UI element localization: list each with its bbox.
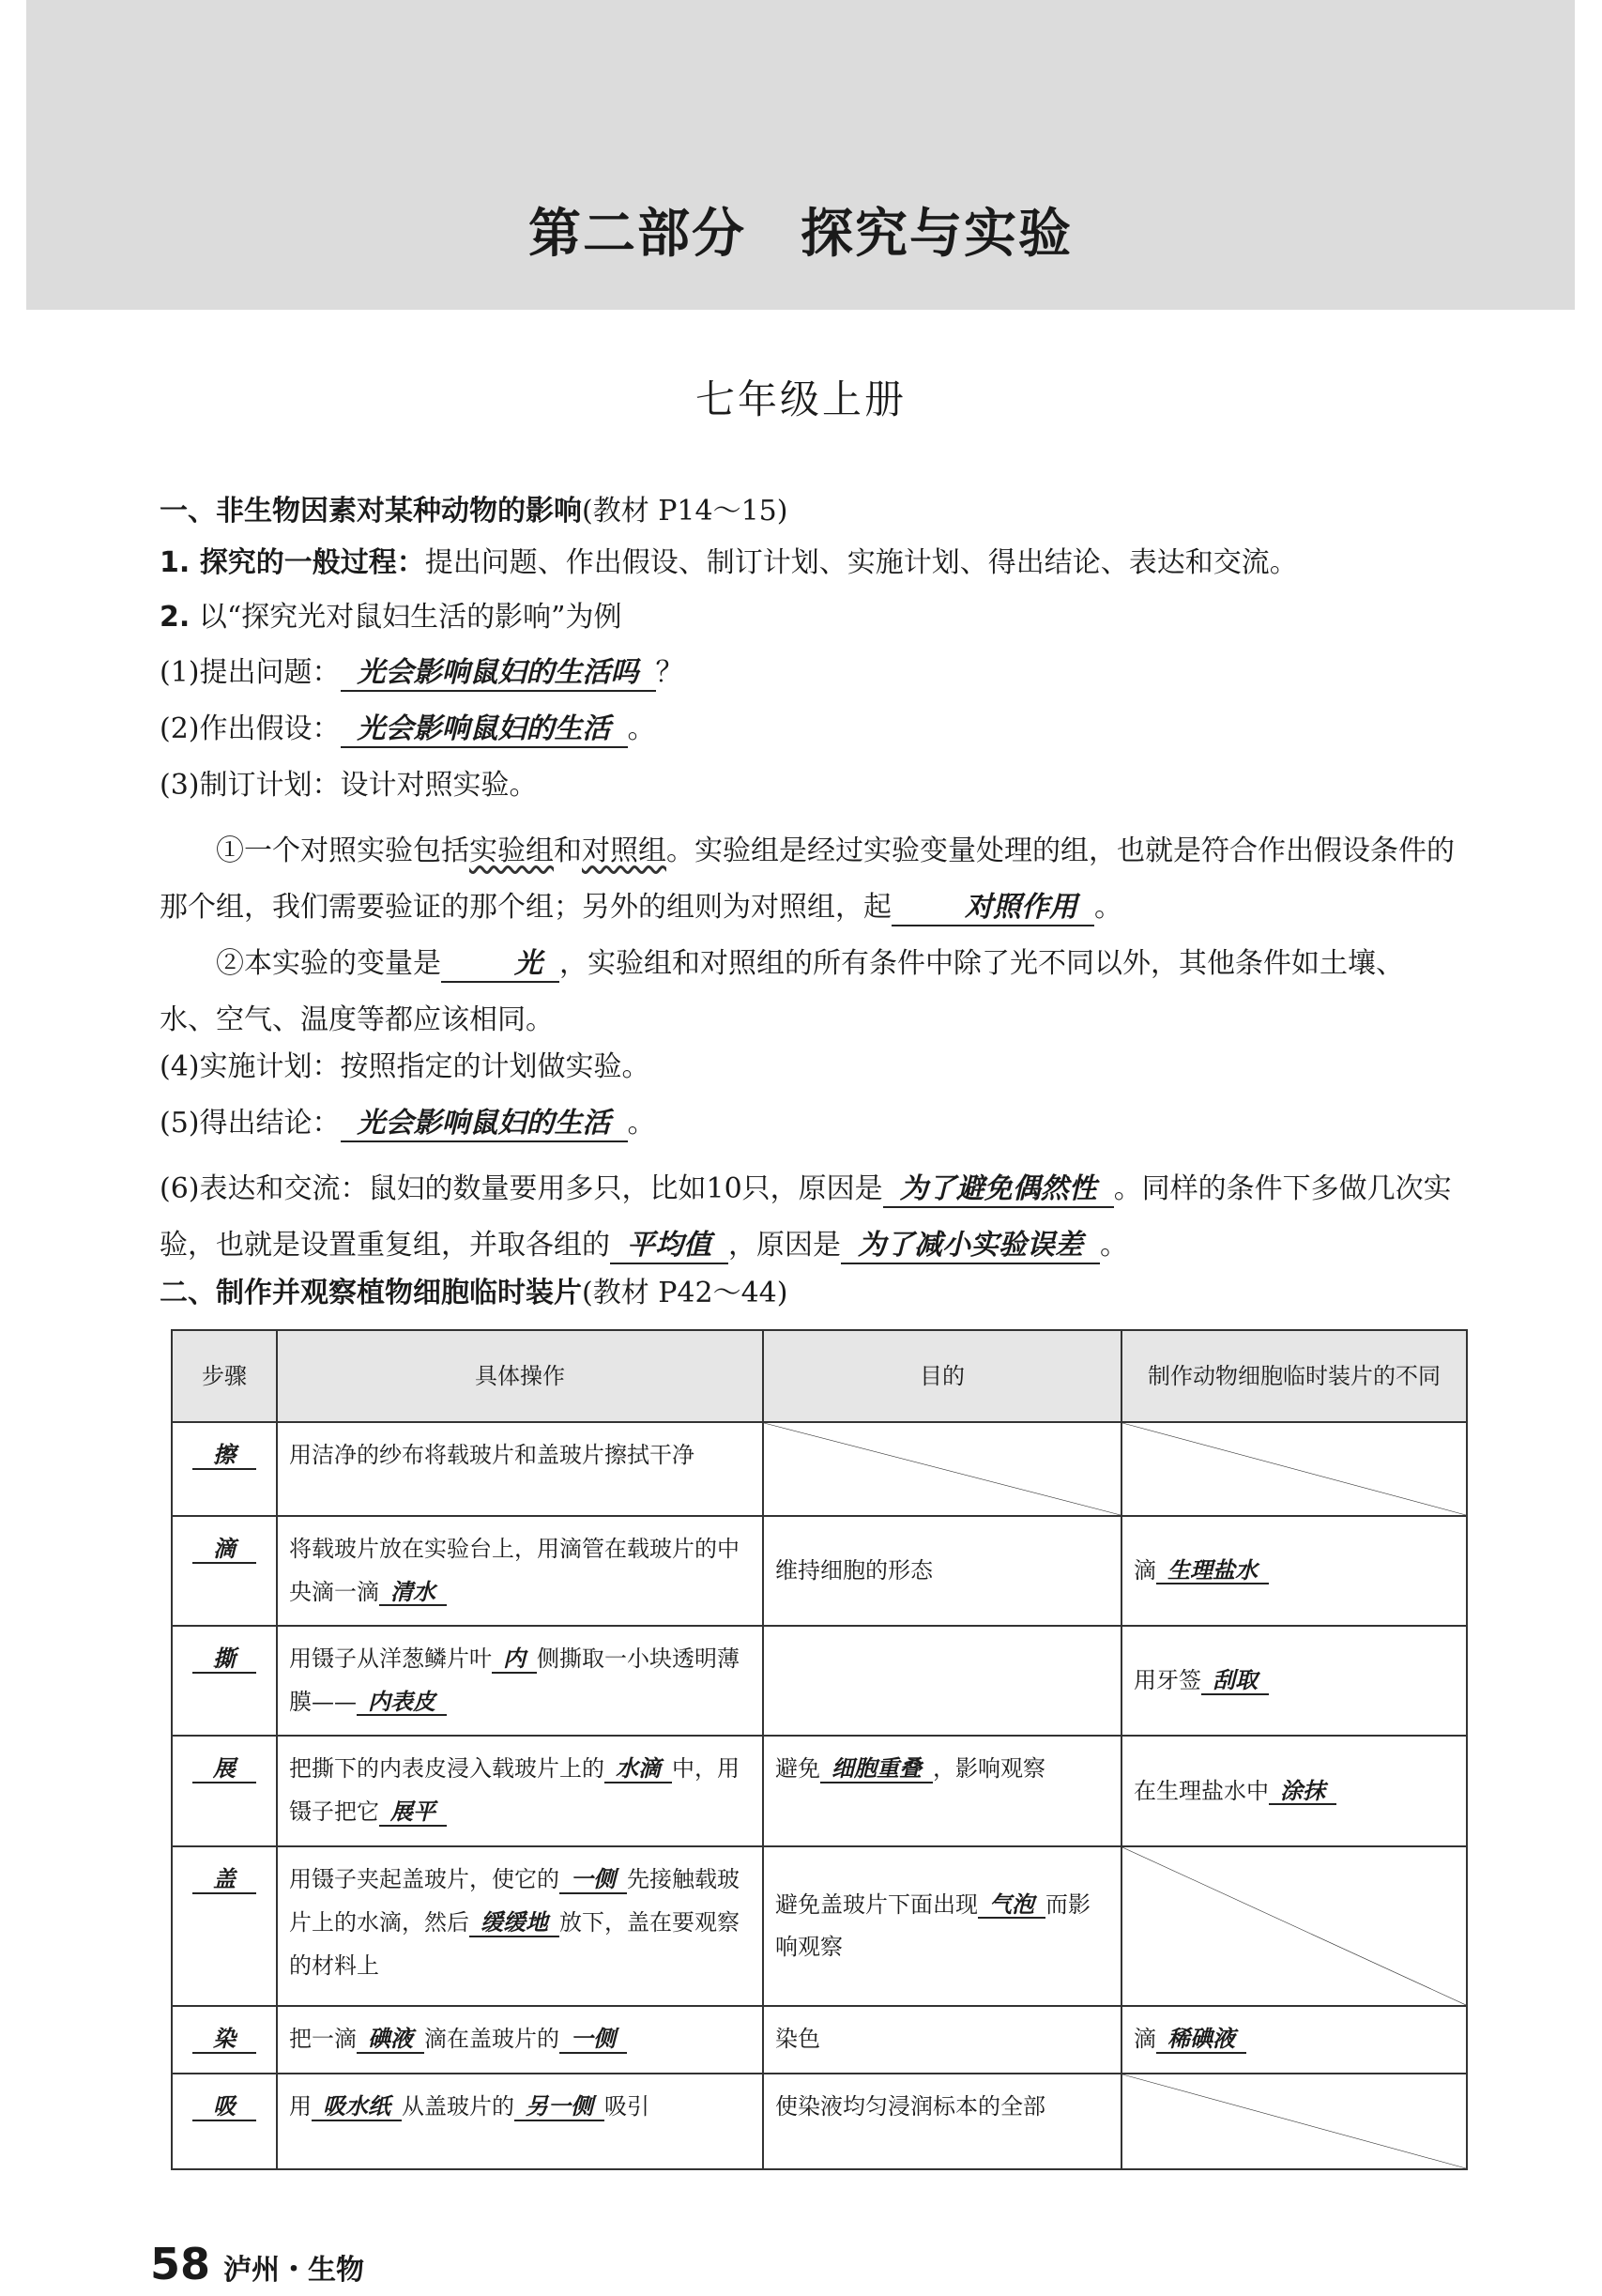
answer-blank: 为了减小实验误差 [841, 1230, 1100, 1264]
answer-blank: 另一侧 [514, 2093, 604, 2121]
header-purpose: 目的 [763, 1330, 1121, 1422]
step-answer: 撕 [192, 1645, 256, 1674]
answer-blank: 缓缓地 [469, 1909, 559, 1937]
step-answer: 滴 [192, 1536, 256, 1564]
answer-blank: 内 [492, 1645, 537, 1674]
difference-cell: 滴 稀碘液 [1121, 2006, 1467, 2074]
table-row [172, 1516, 1467, 1626]
purpose-cell: 使染液均匀浸润标本的全部 [763, 2074, 1121, 2169]
title-banner [26, 0, 1575, 310]
answer-blank: 清水 [379, 1579, 447, 1607]
operation-cell: 将载玻片放在实验台上，用滴管在载玻片的中央滴一滴 清水 [277, 1516, 763, 1626]
operation-cell: 用镊子从洋葱鳞片叶 内 侧撕取一小块透明薄膜—— 内表皮 [277, 1626, 763, 1736]
answer-blank: 一侧 [559, 1866, 627, 1894]
difference-cell: 用牙签 刮取 [1121, 1626, 1467, 1736]
question-3: (3)制订计划：设计对照实验。 [160, 769, 538, 802]
operation-cell: 把一滴 碘液 滴在盖玻片的 一侧 [277, 2006, 763, 2074]
empty-slash-cell [1121, 2074, 1467, 2169]
purpose-cell: 维持细胞的形态 [763, 1516, 1121, 1626]
answer-blank: 生理盐水 [1156, 1557, 1269, 1585]
answer-blank: 碘液 [357, 2026, 424, 2054]
header-operation: 具体操作 [277, 1330, 763, 1422]
table-header-row [172, 1330, 1467, 1422]
empty-slash-cell [1121, 1422, 1467, 1516]
question-6: (6)表达和交流：鼠妇的数量要用多只，比如10只，原因是 为了避免偶然性 。同样的条件下多做几次实验，也就是设置重复组，并取各组的 平均值 ，原因是 为了减小实验误差 。 [160, 1161, 1455, 1274]
question-2: (2)作出假设： 光会影响鼠妇的生活 。 [160, 711, 1455, 748]
operation-cell: 用 吸水纸 从盖玻片的 另一侧 吸引 [277, 2074, 763, 2169]
part-title: 第二部分 探究与实验 [528, 204, 1073, 265]
operation-cell: 把撕下的内表皮浸入载玻片上的 水滴 中，用镊子把它 展平 [277, 1736, 763, 1846]
control-paragraph: ①一个对照实验包括实验组和对照组。实验组是经过实验变量处理的组，也就是符合作出假设条件的那个组，我们需要验证的那个组；另外的组则为对照组，起 对照作用 。 [160, 823, 1455, 936]
answer-blank: 吸水纸 [312, 2093, 402, 2121]
answer-blank: 一侧 [559, 2026, 627, 2054]
question-4: (4)实施计划：按照指定的计划做实验。 [160, 1050, 650, 1083]
section-1-heading: 一、非生物因素对某种动物的影响(教材 P14～15) [160, 495, 788, 528]
empty-slash-cell [763, 1422, 1121, 1516]
table-row [172, 1846, 1467, 2006]
table-row [172, 1422, 1467, 1516]
purpose-cell: 避免 细胞重叠 ，影响观察 [763, 1736, 1121, 1846]
answer-blank: 水滴 [604, 1755, 672, 1783]
answer-blank: 刮取 [1201, 1667, 1269, 1695]
question-5: (5)得出结论： 光会影响鼠妇的生活 。 [160, 1105, 1455, 1142]
answer-blank: 展平 [379, 1799, 447, 1827]
step-answer: 擦 [192, 1442, 256, 1470]
empty-slash-cell [1121, 1846, 1467, 2006]
header-animal-difference: 制作动物细胞临时装片的不同 [1121, 1330, 1467, 1422]
answer-blank: 内表皮 [357, 1689, 447, 1717]
answer-blank: 光会影响鼠妇的生活吗 [341, 657, 656, 692]
procedure-table [171, 1329, 1468, 2170]
table-row [172, 2074, 1467, 2169]
question-1: (1)提出问题： 光会影响鼠妇的生活吗 ？ [160, 654, 1455, 692]
difference-cell: 滴 生理盐水 [1121, 1516, 1467, 1626]
table-row [172, 1736, 1467, 1846]
table-row [172, 1626, 1467, 1736]
step-answer: 盖 [192, 1866, 256, 1894]
page-number: 58 [150, 2239, 211, 2289]
operation-cell: 用洁净的纱布将载玻片和盖玻片擦拭干净 [277, 1422, 763, 1516]
answer-blank: 细胞重叠 [820, 1755, 933, 1783]
step-answer: 吸 [192, 2093, 256, 2121]
answer-blank: 为了避免偶然性 [883, 1173, 1114, 1208]
step-answer: 染 [192, 2026, 256, 2054]
difference-cell: 在生理盐水中 涂抹 [1121, 1736, 1467, 1846]
book-subtitle: 泸州・生物 [223, 2254, 365, 2287]
operation-cell: 用镊子夹起盖玻片，使它的 一侧 先接触载玻片上的水滴，然后 缓缓地 放下，盖在要观察的材料上 [277, 1846, 763, 2006]
purpose-cell: 染色 [763, 2006, 1121, 2074]
variable-paragraph: ②本实验的变量是 光 ，实验组和对照组的所有条件中除了光不同以外，其他条件如土壤、水、空气、温度等都应该相同。 [160, 947, 1404, 1036]
answer-blank: 涂抹 [1269, 1778, 1336, 1806]
grade-title: 七年级上册 [694, 376, 907, 422]
answer-blank: 稀碘液 [1156, 2026, 1246, 2054]
table-row [172, 2006, 1467, 2074]
section-2-heading: 二、制作并观察植物细胞临时装片(教材 P42～44) [160, 1277, 788, 1309]
answer-blank: 平均值 [610, 1230, 728, 1264]
process-line: 1. 探究的一般过程：提出问题、作出假设、制订计划、实施计划、得出结论、表达和交流。 [160, 546, 1298, 579]
page-footer [150, 2239, 364, 2289]
purpose-cell: 避免盖玻片下面出现 气泡 而影响观察 [763, 1846, 1121, 2006]
answer-blank: 光 [441, 948, 559, 983]
step-answer: 展 [192, 1755, 256, 1783]
example-line: 2. 以“探究光对鼠妇生活的影响”为例 [160, 601, 622, 634]
answer-blank: 气泡 [978, 1891, 1045, 1920]
purpose-cell [763, 1626, 1121, 1736]
answer-blank: 光会影响鼠妇的生活 [341, 1108, 628, 1142]
answer-blank: 对照作用 [892, 892, 1094, 926]
header-step: 步骤 [172, 1330, 277, 1422]
answer-blank: 光会影响鼠妇的生活 [341, 713, 628, 748]
